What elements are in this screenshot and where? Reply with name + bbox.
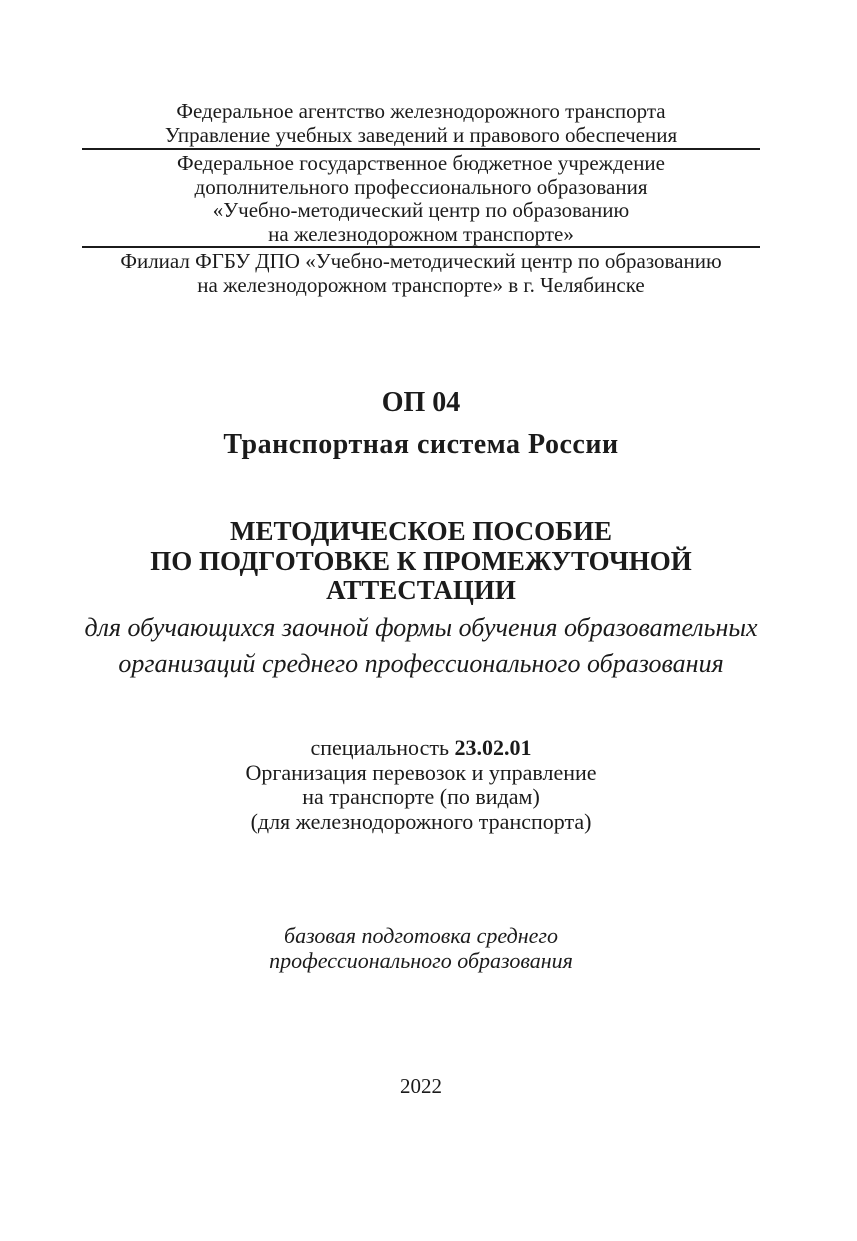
- branch-line-2: на железнодорожном транспорте» в г. Челябинске: [197, 272, 645, 297]
- institution-line-2: дополнительного профессионального образования: [194, 174, 648, 199]
- agency-line-1: Федеральное агентство железнодорожного транспорта: [176, 99, 666, 123]
- training-line-2: профессионального образования: [269, 947, 573, 973]
- doc-type-subtitle-2: организаций среднего профессионального образования: [118, 649, 724, 678]
- doc-type-line-2: ПО ПОДГОТОВКЕ К ПРОМЕЖУТОЧНОЙ АТТЕСТАЦИИ: [150, 545, 692, 605]
- training-block: [80, 924, 762, 973]
- course-block: [80, 386, 762, 462]
- specialty-name-3: (для железнодорожного транспорта): [250, 808, 592, 834]
- specialty-block: [80, 736, 762, 834]
- branch-line-1: Филиал ФГБУ ДПО «Учебно-методический центр по образованию: [120, 249, 722, 273]
- specialty-heading: [80, 736, 762, 761]
- branch-block: [80, 250, 762, 297]
- specialty-name-1: Организация перевозок и управление: [245, 759, 597, 785]
- institution-block: [80, 152, 762, 246]
- specialty-code: 23.02.01: [454, 735, 532, 760]
- institution-line-3: «Учебно-методический центр по образованию: [212, 198, 630, 222]
- institution-line-4: на железнодорожном транспорте»: [268, 221, 574, 246]
- agency-block: [80, 100, 762, 147]
- doc-type-line-1: МЕТОДИЧЕСКОЕ ПОСОБИЕ: [229, 516, 613, 546]
- agency-line-2: Управление учебных заведений и правового обеспечения: [164, 122, 678, 147]
- doc-type-subtitle-1: для обучающихся заочной формы обучения образовательных: [84, 612, 758, 642]
- course-code: ОП 04: [381, 387, 461, 418]
- specialty-label: специальность: [310, 735, 450, 760]
- training-line-1: базовая подготовка среднего: [284, 923, 558, 948]
- institution-line-1: Федеральное государственное бюджетное учреждение: [176, 151, 665, 175]
- specialty-name-2: на транспорте (по видам): [302, 784, 540, 809]
- course-title: Транспортная система России: [223, 429, 619, 460]
- doc-type-block: [80, 517, 762, 679]
- publication-year: 2022: [400, 1074, 442, 1098]
- divider-top: [82, 148, 760, 150]
- divider-bottom: [82, 246, 760, 248]
